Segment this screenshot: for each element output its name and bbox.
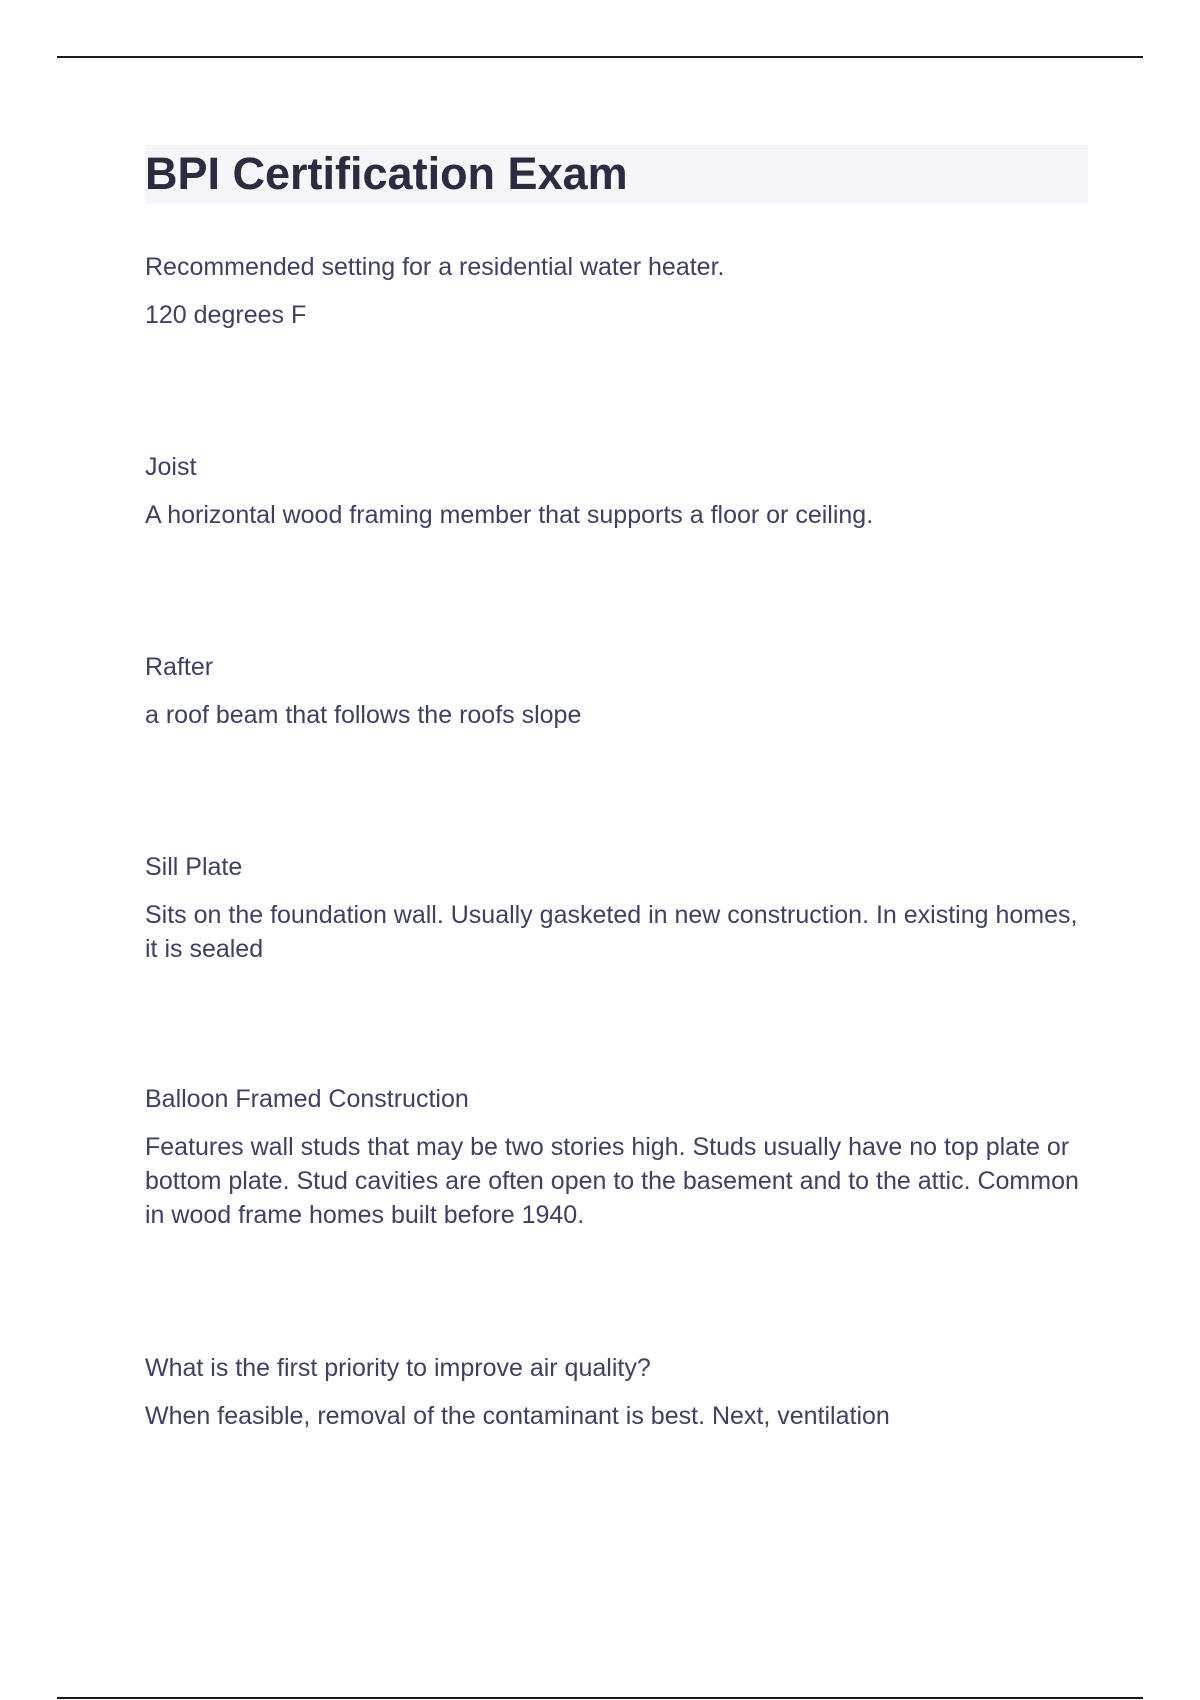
flashcard	[145, 850, 1085, 966]
flashcard-definition: a roof beam that follows the roofs slope	[145, 701, 582, 729]
flashcard-definition: When feasible, removal of the contaminant is best. Next, ventilation	[145, 1402, 890, 1430]
flashcard	[145, 250, 1085, 332]
flashcard	[145, 450, 1085, 532]
top-rule	[57, 56, 1143, 58]
flashcard-definition: Features wall studs that may be two stories high. Studs usually have no top plate or bottom plate. Stud cavities are often open to the basement and to the attic. Common in wood frame homes built before 1940.	[145, 1133, 1079, 1229]
flashcard-term: Rafter	[145, 653, 214, 681]
flashcard-definition: 120 degrees F	[145, 301, 307, 329]
flashcard-definition: Sits on the foundation wall. Usually gasketed in new construction. In existing homes, it is sealed	[145, 901, 1078, 963]
flashcard-term: Joist	[145, 453, 197, 481]
flashcard-term: Recommended setting for a residential water heater.	[145, 253, 725, 281]
flashcard-term: What is the first priority to improve air quality?	[145, 1354, 651, 1382]
flashcard	[145, 650, 1085, 732]
flashcard	[145, 1351, 1085, 1433]
page-title: BPI Certification Exam	[145, 148, 628, 199]
flashcard	[145, 1082, 1085, 1232]
flashcard-term: Balloon Framed Construction	[145, 1085, 469, 1113]
bottom-rule	[57, 1697, 1143, 1699]
flashcard-definition: A horizontal wood framing member that supports a floor or ceiling.	[145, 501, 874, 529]
flashcard-term: Sill Plate	[145, 853, 243, 881]
